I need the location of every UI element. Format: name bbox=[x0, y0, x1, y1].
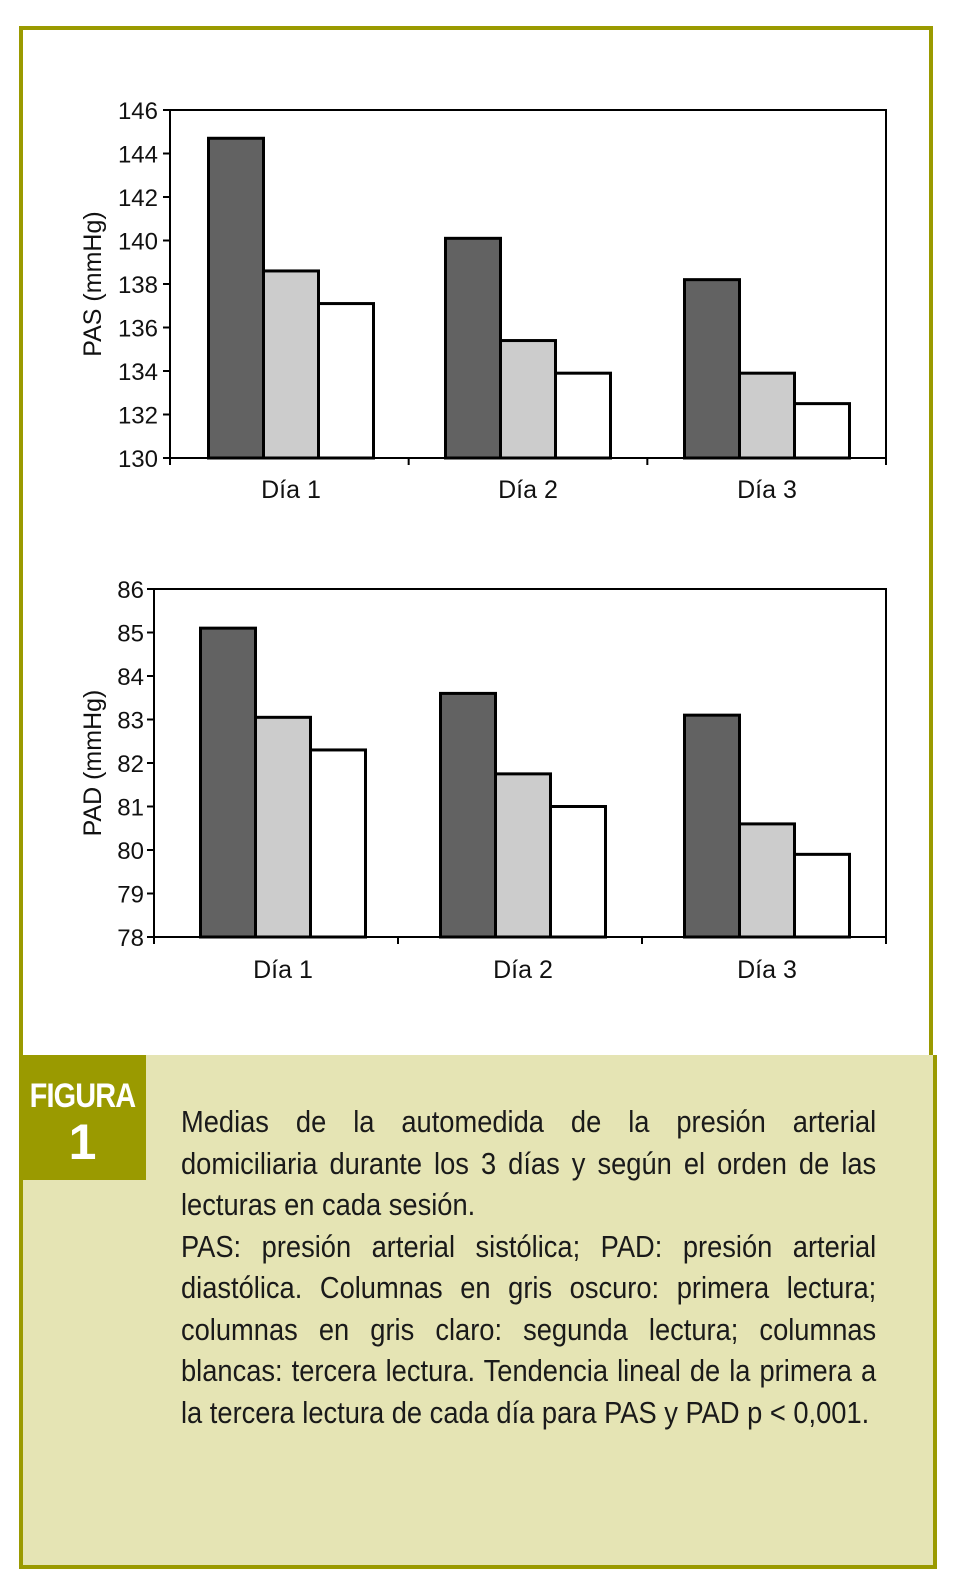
bar-3-3 bbox=[795, 404, 850, 458]
x-tick-label: Día 1 bbox=[253, 956, 313, 984]
y-tick-label: 142 bbox=[117, 185, 158, 212]
y-tick-label: 83 bbox=[117, 707, 144, 735]
y-tick-label: 132 bbox=[117, 402, 158, 430]
bar-1-2 bbox=[446, 238, 501, 458]
x-tick-label: Día 2 bbox=[498, 476, 558, 504]
bar-2-3 bbox=[740, 373, 795, 458]
bar-2-2 bbox=[501, 341, 556, 458]
bar-3-2 bbox=[551, 807, 606, 938]
y-tick-label: 85 bbox=[117, 620, 144, 648]
bar-3-1 bbox=[311, 750, 366, 937]
y-axis-label: PAS (mmHg) bbox=[79, 211, 107, 357]
bar-3-2 bbox=[556, 373, 611, 458]
y-tick-label: 136 bbox=[117, 315, 158, 343]
y-tick-label: 130 bbox=[117, 446, 158, 473]
y-tick-label: 86 bbox=[117, 577, 144, 604]
bar-1-2 bbox=[441, 693, 496, 937]
caption-paragraph-1: Medias de la automedida de la presión arterial domiciliaria durante los 3 días y según el orden de las lecturas en cada sesión. bbox=[181, 1104, 877, 1222]
y-tick-label: 82 bbox=[117, 751, 144, 778]
x-tick-label: Día 3 bbox=[737, 956, 797, 984]
y-tick-label: 79 bbox=[117, 881, 144, 909]
bar-1-1 bbox=[209, 138, 264, 458]
x-tick-label: Día 1 bbox=[261, 476, 321, 504]
caption-paragraph-2: PAS: presión arterial sistólica; PAD: presión arterial diastólica. Columnas en gris oscuro: primera lectura; columnas en gris claro: segunda lectura; columnas blancas: tercera lectura. Tendencia lineal de la primera a la tercera lectura de cada día para PAS y PAD p < 0,001. bbox=[181, 1228, 877, 1430]
bar-3-3 bbox=[795, 854, 850, 937]
bar-2-1 bbox=[264, 271, 319, 458]
figure-badge bbox=[19, 1055, 146, 1180]
figure-label: FIGURA bbox=[29, 1077, 136, 1115]
y-tick-label: 144 bbox=[117, 141, 158, 169]
y-tick-label: 84 bbox=[117, 664, 144, 691]
bar-1-3 bbox=[685, 280, 740, 458]
bar-2-2 bbox=[496, 774, 551, 937]
y-tick-label: 138 bbox=[117, 272, 158, 299]
y-tick-label: 78 bbox=[117, 925, 144, 952]
caption-text bbox=[181, 1101, 876, 1433]
bar-1-3 bbox=[685, 715, 740, 937]
y-tick-label: 80 bbox=[117, 838, 144, 865]
y-tick-label: 146 bbox=[117, 98, 158, 125]
chart-pad bbox=[0, 570, 963, 1010]
bar-3-1 bbox=[319, 304, 374, 458]
figure-number: 1 bbox=[68, 1114, 97, 1170]
bar-2-1 bbox=[256, 717, 311, 937]
x-tick-label: Día 3 bbox=[737, 476, 797, 504]
y-tick-label: 140 bbox=[117, 228, 158, 256]
bar-2-3 bbox=[740, 824, 795, 937]
y-axis-label: PAD (mmHg) bbox=[79, 689, 107, 837]
chart-pas bbox=[0, 80, 963, 600]
y-tick-label: 81 bbox=[117, 794, 144, 822]
bar-1-1 bbox=[201, 628, 256, 937]
x-tick-label: Día 2 bbox=[493, 956, 553, 984]
y-tick-label: 134 bbox=[117, 359, 158, 386]
